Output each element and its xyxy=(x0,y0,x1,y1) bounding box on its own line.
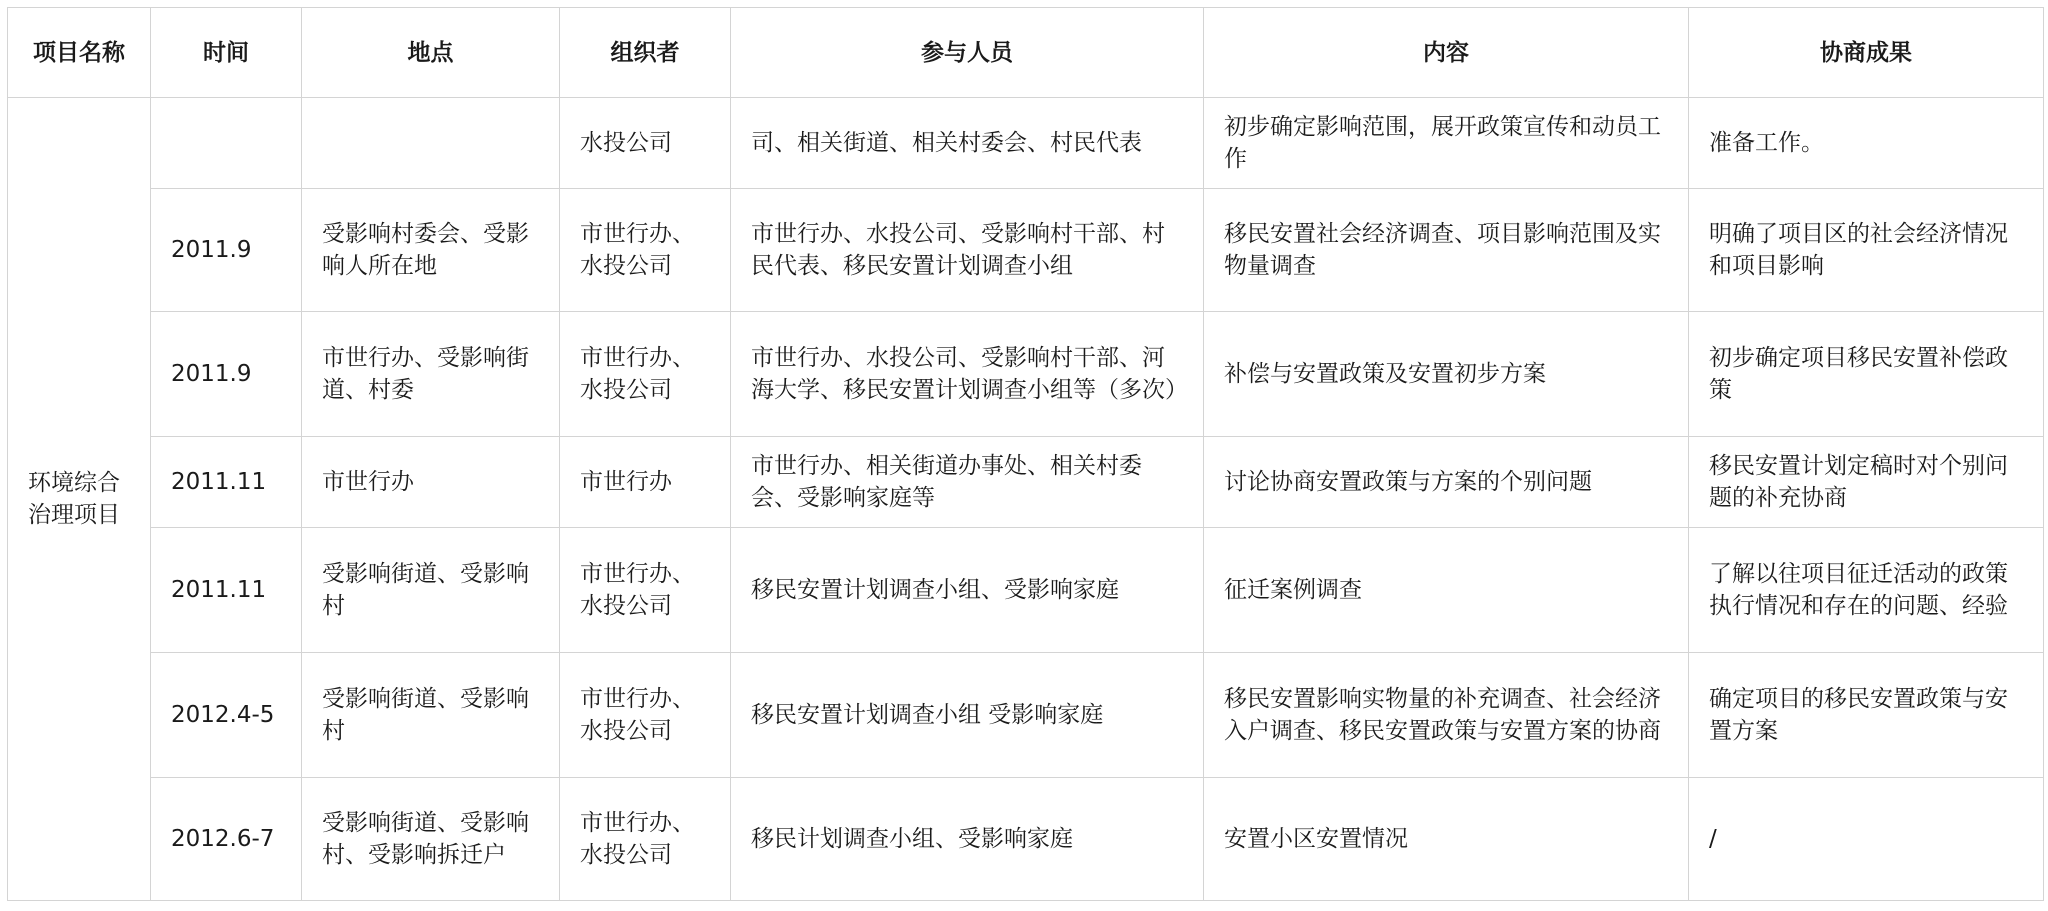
participants-cell: 司、相关街道、相关村委会、村民代表 xyxy=(731,98,1204,189)
content-cell: 讨论协商安置政策与方案的个别问题 xyxy=(1204,437,1689,528)
content-cell: 征迁案例调查 xyxy=(1204,528,1689,653)
participants-cell: 移民计划调查小组、受影响家庭 xyxy=(731,778,1204,901)
table-row xyxy=(8,653,2044,778)
time-cell xyxy=(151,98,302,189)
table-row xyxy=(8,98,2044,189)
time-cell: 2011.11 xyxy=(151,528,302,653)
header-participants: 参与人员 xyxy=(731,8,1204,98)
result-cell: 移民安置计划定稿时对个别问题的补充协商 xyxy=(1689,437,2044,528)
header-row xyxy=(8,8,2044,98)
location-cell: 受影响街道、受影响村 xyxy=(302,528,560,653)
organizer-cell: 市世行办、水投公司 xyxy=(560,528,731,653)
table-row xyxy=(8,437,2044,528)
result-cell: 了解以往项目征迁活动的政策执行情况和存在的问题、经验 xyxy=(1689,528,2044,653)
location-cell: 受影响街道、受影响村、受影响拆迁户 xyxy=(302,778,560,901)
organizer-cell: 市世行办 xyxy=(560,437,731,528)
time-cell: 2011.9 xyxy=(151,312,302,437)
participants-cell: 市世行办、水投公司、受影响村干部、河海大学、移民安置计划调查小组等（多次） xyxy=(731,312,1204,437)
time-cell: 2011.9 xyxy=(151,189,302,312)
header-location: 地点 xyxy=(302,8,560,98)
content-cell: 移民安置影响实物量的补充调查、社会经济入户调查、移民安置政策与安置方案的协商 xyxy=(1204,653,1689,778)
header-result: 协商成果 xyxy=(1689,8,2044,98)
result-cell: 准备工作。 xyxy=(1689,98,2044,189)
location-cell: 市世行办、受影响街道、村委 xyxy=(302,312,560,437)
organizer-cell: 水投公司 xyxy=(560,98,731,189)
project-name-cell: 环境综合治理项目 xyxy=(8,98,151,901)
header-project: 项目名称 xyxy=(8,8,151,98)
participants-cell: 移民安置计划调查小组 受影响家庭 xyxy=(731,653,1204,778)
content-cell: 补偿与安置政策及安置初步方案 xyxy=(1204,312,1689,437)
organizer-cell: 市世行办、水投公司 xyxy=(560,653,731,778)
consultation-table-sheet xyxy=(7,7,2044,901)
table-row xyxy=(8,778,2044,901)
table-row xyxy=(8,312,2044,437)
participants-cell: 移民安置计划调查小组、受影响家庭 xyxy=(731,528,1204,653)
organizer-cell: 市世行办、水投公司 xyxy=(560,778,731,901)
table-row xyxy=(8,189,2044,312)
content-cell: 初步确定影响范围，展开政策宣传和动员工作 xyxy=(1204,98,1689,189)
table-row xyxy=(8,528,2044,653)
time-cell: 2012.4-5 xyxy=(151,653,302,778)
result-cell: 明确了项目区的社会经济情况和项目影响 xyxy=(1689,189,2044,312)
content-cell: 移民安置社会经济调查、项目影响范围及实物量调查 xyxy=(1204,189,1689,312)
result-cell: / xyxy=(1689,778,2044,901)
organizer-cell: 市世行办、水投公司 xyxy=(560,312,731,437)
header-content: 内容 xyxy=(1204,8,1689,98)
result-cell: 初步确定项目移民安置补偿政策 xyxy=(1689,312,2044,437)
organizer-cell: 市世行办、水投公司 xyxy=(560,189,731,312)
time-cell: 2011.11 xyxy=(151,437,302,528)
time-cell: 2012.6-7 xyxy=(151,778,302,901)
location-cell: 受影响村委会、受影响人所在地 xyxy=(302,189,560,312)
participants-cell: 市世行办、水投公司、受影响村干部、村民代表、移民安置计划调查小组 xyxy=(731,189,1204,312)
location-cell: 受影响街道、受影响村 xyxy=(302,653,560,778)
participants-cell: 市世行办、相关街道办事处、相关村委会、受影响家庭等 xyxy=(731,437,1204,528)
location-cell: 市世行办 xyxy=(302,437,560,528)
header-time: 时间 xyxy=(151,8,302,98)
content-cell: 安置小区安置情况 xyxy=(1204,778,1689,901)
location-cell xyxy=(302,98,560,189)
consultation-table xyxy=(7,7,2044,901)
result-cell: 确定项目的移民安置政策与安置方案 xyxy=(1689,653,2044,778)
header-organizer: 组织者 xyxy=(560,8,731,98)
